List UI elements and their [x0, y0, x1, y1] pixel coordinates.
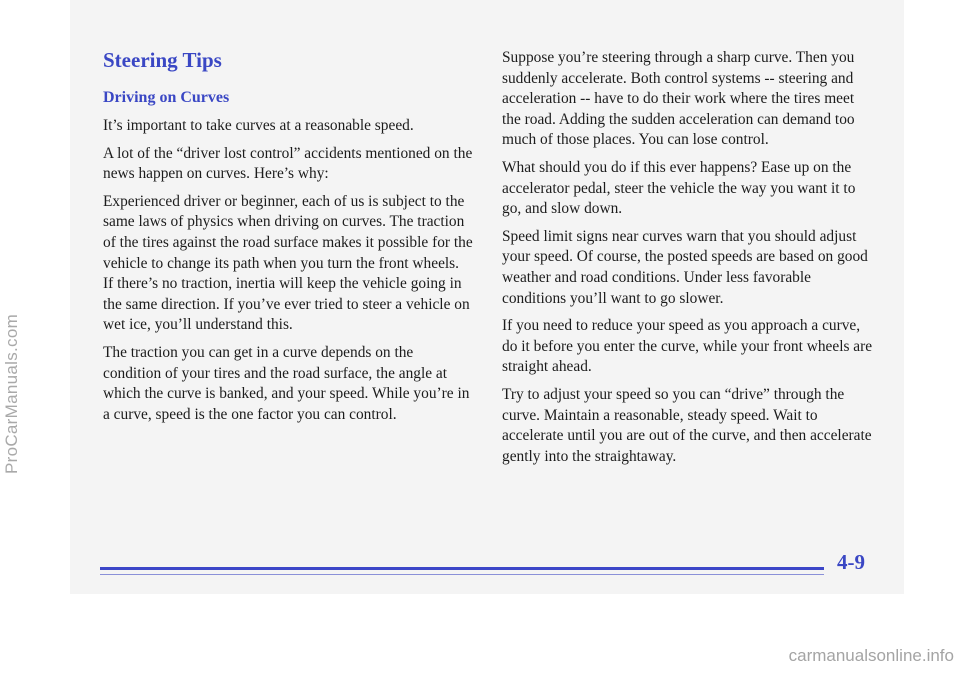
paragraph: If you need to reduce your speed as you approach a curve, do it before you enter the curve, while your front wheels are straight ahead. [502, 317, 873, 376]
paragraph: The traction you can get in a curve depends on the condition of your tires and the road surface, the angle at which the curve is banked, and your speed. While you’re in a curve, speed is the one factor you can control. [103, 343, 470, 423]
paragraph: What should you do if this ever happens? Ease up on the accelerator pedal, steer the vehicle the way you want it to go, and slow down. [502, 158, 856, 218]
footer-rule-thin [100, 574, 824, 575]
page-number: 4-9 [837, 550, 865, 574]
right-column [502, 48, 874, 474]
footer-rule [100, 567, 824, 570]
paragraph: Speed limit signs near curves warn that you should adjust your speed. Of course, the posted speeds are based on good weather and road conditions. Under less favorable conditions you’ll want to go slower. [502, 227, 868, 307]
paragraph: Experienced driver or beginner, each of us is subject to the same laws of physics when driving on curves. The traction of the tires against the road surface makes it possible for the vehicle to change its path when you turn the front wheels. If there’s no traction, inertia will keep the vehicle going in the same direction. If you’ve ever tried to steer a vehicle on wet ice, you’ll understand this. [103, 192, 473, 334]
paragraph: Try to adjust your speed so you can “drive” through the curve. Maintain a reasonable, steady speed. Wait to accelerate until you are out of the curve, and then accelerate gently into the straightaway. [502, 385, 872, 465]
paragraph: Suppose you’re steering through a sharp curve. Then you suddenly accelerate. Both control systems -- steering and acceleration -- have to do their work where the tires meet the road. Adding the sudden acceleration can demand too much of those places. You can lose control. [502, 49, 855, 149]
section-title: Steering Tips [103, 48, 222, 72]
left-column [103, 46, 473, 432]
paragraph: It’s important to take curves at a reasonable speed. [103, 117, 414, 134]
subsection-title: Driving on Curves [103, 89, 230, 106]
paragraph: A lot of the “driver lost control” accidents mentioned on the news happen on curves. Here’s why: [103, 144, 473, 183]
bottom-watermark: carmanualsonline.info [788, 646, 954, 665]
side-watermark: ProCarManuals.com [2, 313, 21, 474]
